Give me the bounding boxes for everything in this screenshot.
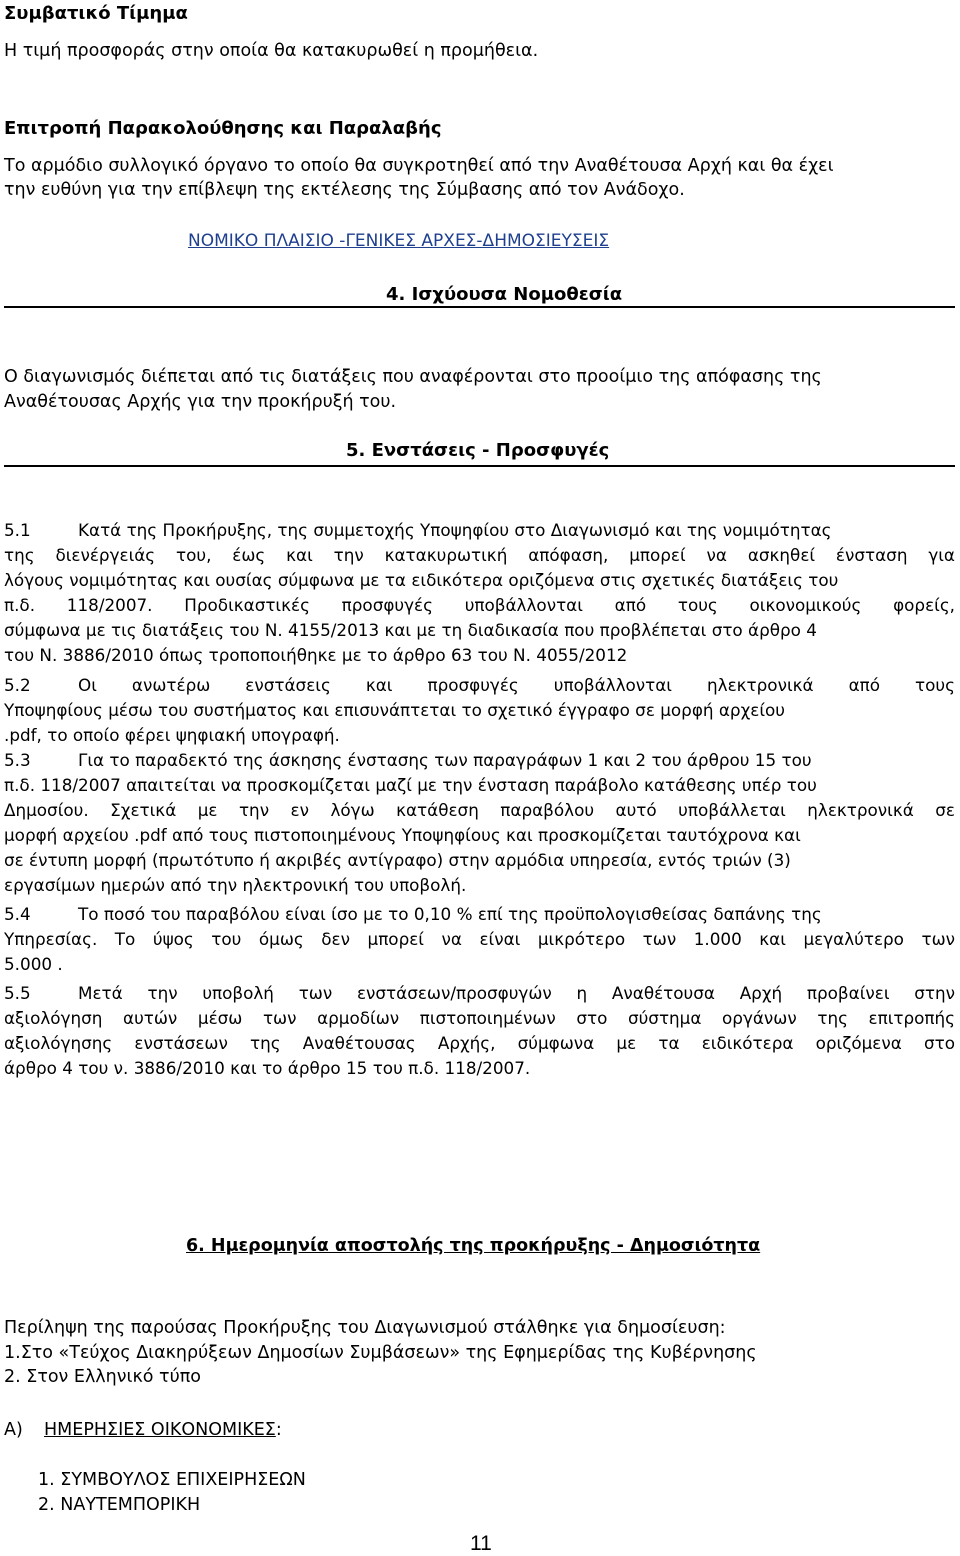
heading-contract-price: Συμβατικό Τίμημα (4, 3, 188, 24)
section4-rule (4, 306, 955, 308)
p55-line1: 5.5 Μετά την υποβολή των ενστάσεων/προσφυγών η Αναθέτουσα Αρχή προβαίνει στην (4, 981, 955, 1006)
p52-line1: 5.2 Οι ανωτέρω ενστάσεις και προσφυγές υποβάλλονται ηλεκτρονικά από τους (4, 673, 955, 698)
p51-line6: του Ν. 3886/2010 όπως τροποποιήθηκε με το άρθρο 63 του Ν. 4055/2012 (4, 645, 628, 665)
legal-framework-title: ΝΟΜΙΚΟ ΠΛΑΙΣΙΟ -ΓΕΝΙΚΕΣ ΑΡΧΕΣ-ΔΗΜΟΣΙΕΥΣΕΙΣ (188, 231, 610, 251)
p52-line3: .pdf, το οποίο φέρει ψηφιακή υπογραφή. (4, 725, 340, 745)
heading-monitoring-committee: Επιτροπή Παρακολούθησης και Παραλαβής (4, 118, 442, 139)
p54-line2: Υπηρεσίας. Το ύψος του όμως δεν μπορεί να είναι μικρότερο των 1.000 και μεγαλύτερο των (4, 929, 955, 949)
p53-number: 5.3 (4, 750, 31, 770)
section6-item2: 2. Στον Ελληνικό τύπο (4, 1367, 201, 1387)
p54-number: 5.4 (4, 904, 31, 924)
p55-line2: αξιολόγηση αυτών μέσω των αρμοδίων πιστοποιημένων στο σύστημα οργάνων της επιτροπής (4, 1008, 955, 1028)
p53-line3: Δημοσίου. Σχετικά με την εν λόγω κατάθεση παραβόλου αυτό υποβάλλεται ηλεκτρονικά σε (4, 800, 955, 820)
page-number: 11 (470, 1532, 492, 1555)
p55-number: 5.5 (4, 983, 31, 1003)
section5-rule (4, 465, 955, 467)
section6-intro: Περίληψη της παρούσας Προκήρυξης του Διαγωνισμού στάλθηκε για δημοσίευση: (4, 1318, 726, 1338)
committee-text-line1: Το αρμόδιο συλλογικό όργανο το οποίο θα συγκροτηθεί από την Αναθέτουσα Αρχή και θα έχει (4, 156, 834, 176)
p55-line3: αξιολόγησης ενστάσεων της Αναθέτουσας Αρχής, σύμφωνα με τα ειδικότερα οριζόμενα στο (4, 1033, 955, 1053)
p53-line2: π.δ. 118/2007 απαιτείται να προσκομίζεται μαζί με την ένσταση παράβολο κατάθεσης υπέρ του (4, 775, 817, 795)
p51-line4: π.δ. 118/2007. Προδικαστικές προσφυγές υποβάλλονται από τους οικονομικούς φορείς, (4, 595, 955, 615)
section4-title: 4. Ισχύουσα Νομοθεσία (386, 284, 623, 305)
p53-line5: σε έντυπη μορφή (πρωτότυπο ή ακριβές αντίγραφο) στην αρμόδια υπηρεσία, εντός τριών (3) (4, 850, 791, 870)
p53-line4: μορφή αρχείου .pdf από τους πιστοποιημένους Υποψηφίους και προσκομίζεται ταυτόχρονα και (4, 825, 801, 845)
p55-line4: άρθρο 4 του ν. 3886/2010 και το άρθρο 15 του π.δ. 118/2007. (4, 1058, 531, 1078)
section6-title: 6. Ημερομηνία αποστολής της προκήρυξης - Δημοσιότητα (186, 1236, 761, 1256)
p52-number: 5.2 (4, 675, 31, 695)
committee-text-line2: την ευθύνη για την επίβλεψη της εκτέλεσης της Σύμβασης από τον Ανάδοχο. (4, 180, 685, 200)
section4-text-line2: Αναθέτουσας Αρχής για την προκήρυξή του. (4, 392, 397, 412)
p54-line3: 5.000 . (4, 954, 63, 974)
contract-price-text: Η τιμή προσφοράς στην οποία θα κατακυρωθεί η προμήθεια. (4, 41, 539, 61)
p53-line6: εργασίμων ημερών από την ηλεκτρονική του υποβολή. (4, 875, 467, 895)
section4-text-line1: Ο διαγωνισμός διέπεται από τις διατάξεις που αναφέρονται στο προοίμιο της απόφασης της (4, 367, 822, 387)
newspaper-1: 1. ΣΥΜΒΟΥΛΟΣ ΕΠΙΧΕΙΡΗΣΕΩΝ (38, 1470, 306, 1490)
list-a-heading: ΗΜΕΡΗΣΙΕΣ ΟΙΚΟΝΟΜΙΚΕΣ: (44, 1420, 282, 1440)
section6-item1: 1.Στο «Τεύχος Διακηρύξεων Δημοσίων Συμβάσεων» της Εφημερίδας της Κυβέρνησης (4, 1343, 757, 1363)
section5-title: 5. Ενστάσεις - Προσφυγές (346, 440, 610, 461)
p51-number: 5.1 (4, 520, 31, 540)
p54-line1: 5.4 Το ποσό του παραβόλου είναι ίσο με το 0,10 % επί της προϋπολογισθείσας δαπάνης της (4, 902, 822, 927)
p51-line3: λόγους νομιμότητας και ουσίας σύμφωνα με τα ειδικότερα οριζόμενα στις σχετικές διατάξεις του (4, 570, 839, 590)
p52-line2: Υποψηφίους μέσω του συστήματος και επισυνάπτεται το σχετικό έγγραφο σε μορφή αρχείου (4, 700, 785, 720)
list-a-title: ΗΜΕΡΗΣΙΕΣ ΟΙΚΟΝΟΜΙΚΕΣ (44, 1420, 276, 1440)
p51-line2: της διενέργειάς του, έως και την κατακυρωτική απόφαση, μπορεί να ασκηθεί ένσταση για (4, 545, 955, 565)
list-a-label: Α) (4, 1420, 23, 1440)
p51-line5: σύμφωνα με τις διατάξεις του Ν. 4155/2013 και με τη διαδικασία που προβλέπεται στο άρθρο 4 (4, 620, 817, 640)
newspaper-2: 2. ΝΑΥΤΕΜΠΟΡΙΚΗ (38, 1495, 201, 1515)
p53-line1: 5.3 Για το παραδεκτό της άσκησης ένστασης των παραγράφων 1 και 2 του άρθρου 15 του (4, 748, 812, 773)
p51-line1: 5.1 Κατά της Προκήρυξης, της συμμετοχής Υποψηφίου στο Διαγωνισμό και της νομιμότητας (4, 518, 831, 543)
